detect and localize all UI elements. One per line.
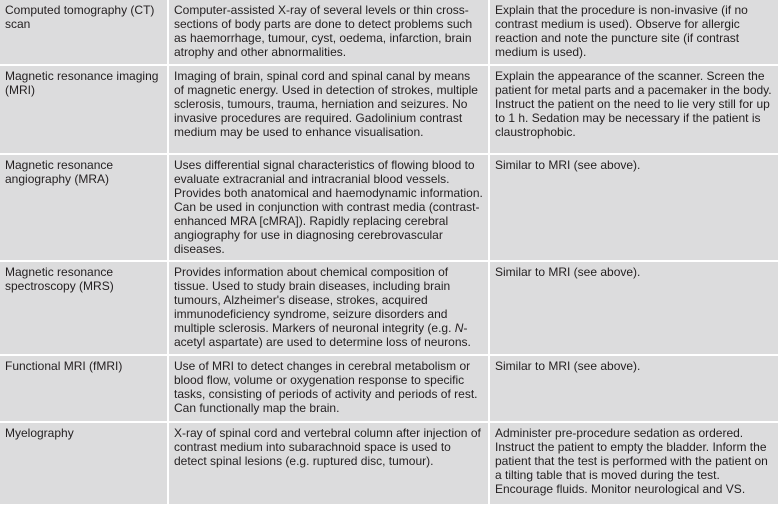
nursing-cell: Similar to MRI (see above). bbox=[489, 261, 778, 355]
description-text: -acetyl aspartate) are used to determine loss of neurons. bbox=[174, 321, 471, 349]
description-cell: X-ray of spinal cord and vertebral column after injection of contrast medium into subarachnoid space is used to detect spinal lesions (e.g. ruptured disc, tumour). bbox=[168, 422, 489, 505]
test-name-cell: Magnetic resonance angiography (MRA) bbox=[0, 154, 168, 261]
description-text: Provides information about chemical composition of tissue. Used to study brain diseases, including brain tumours, Alzheimer's disease, strokes, acquired immunodeficiency syndrome, seizure disorders and multiple sclerosis. Markers of neuronal integrity (e.g. bbox=[174, 265, 455, 335]
description-italic-text: N bbox=[454, 321, 464, 335]
table-row bbox=[0, 0, 778, 65]
test-name-cell: Magnetic resonance spectroscopy (MRS) bbox=[0, 261, 168, 355]
nursing-cell: Similar to MRI (see above). bbox=[489, 355, 778, 422]
nursing-cell: Explain the appearance of the scanner. Screen the patient for metal parts and a pacemaker in the body. Instruct the patient on the need to lie very still for up to 1 h. Sedation may be necessary if the patient is claustrophobic. bbox=[489, 65, 778, 154]
description-cell: Computer-assisted X-ray of several levels or thin cross-sections of body parts are done to detect problems such as haemorrhage, tumour, cyst, oedema, infarction, brain atrophy and other abnormalities. bbox=[168, 0, 489, 65]
nursing-cell: Explain that the procedure is non-invasive (if no contrast medium is used). Observe for allergic reaction and note the puncture site (if contrast medium is used). bbox=[489, 0, 778, 65]
test-name-cell: Myelography bbox=[0, 422, 168, 505]
test-name-cell: Functional MRI (fMRI) bbox=[0, 355, 168, 422]
table-row bbox=[0, 261, 778, 355]
table-row bbox=[0, 355, 778, 422]
table-row bbox=[0, 422, 778, 505]
table-row bbox=[0, 154, 778, 261]
nursing-cell: Similar to MRI (see above). bbox=[489, 154, 778, 261]
description-cell: Uses differential signal characteristics of flowing blood to evaluate extracranial and intracranial blood vessels. Provides both anatomical and haemodynamic information. Can be used in conjunction with contrast media (contrast-enhanced MRA [cMRA]). Rapidly replacing cerebral angiography for use in diagnosing cerebrovascular diseases. bbox=[168, 154, 489, 261]
nursing-cell: Administer pre-procedure sedation as ordered. Instruct the patient to empty the bladder. Inform the patient that the test is performed with the patient on a tilting table that is moved during the test. Encourage fluids. Monitor neurological and VS. bbox=[489, 422, 778, 505]
test-name-cell: Magnetic resonance imaging (MRI) bbox=[0, 65, 168, 154]
test-name-cell: Computed tomography (CT) scan bbox=[0, 0, 168, 65]
description-cell: Use of MRI to detect changes in cerebral metabolism or blood flow, volume or oxygenation response to specific tasks, consisting of periods of activity and periods of rest. Can functionally map the brain. bbox=[168, 355, 489, 422]
description-cell bbox=[168, 261, 489, 355]
table-row bbox=[0, 65, 778, 154]
description-cell: Imaging of brain, spinal cord and spinal canal by means of magnetic energy. Used in detection of strokes, multiple sclerosis, tumours, trauma, herniation and seizures. No invasive procedures are required. Gadolinium contrast medium may be used to enhance visualisation. bbox=[168, 65, 489, 154]
